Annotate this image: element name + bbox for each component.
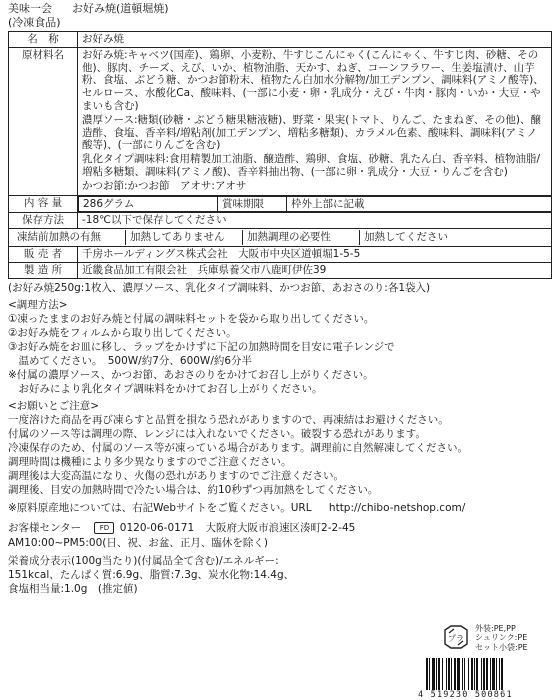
caution-line: 調理後、目安の加熱時間で冷たい場合は、約10秒ずつ再加熱をしてください。 [8, 483, 379, 496]
barcode-bar [438, 658, 440, 690]
barcode-bar [501, 658, 503, 690]
expiry-value: 枠外上部に記載 [291, 197, 365, 210]
content-expiry-cell [78, 196, 552, 213]
recycle-materials [475, 624, 528, 652]
barcode-bar [496, 658, 497, 690]
barcode-bar [429, 658, 430, 690]
ingredients-label: 原材料名 [9, 47, 78, 195]
barcode-bar [464, 658, 465, 690]
expiry-label: 賞味期限 [218, 197, 287, 212]
content-value: 286グラム [79, 197, 218, 212]
caution-line: 付属のソース等は調理の際、レンジには入れないでください。破裂する恐れがあります。 [8, 427, 426, 440]
recycle-line: 外装:PE,PP [475, 624, 516, 633]
barcode-bar [471, 658, 473, 690]
customer-center-row [8, 522, 552, 537]
origin-note-text: ※原料原産地については、右記Webサイトをご覧ください。URL [8, 501, 312, 514]
ingredients-toppings: かつお節:かつお節 アオサ:アオサ [82, 179, 247, 192]
barcode-bar [492, 658, 495, 690]
storage-value: -18℃以下で保存してください [78, 213, 552, 229]
heating-required-label: 加熱調理の必要性 [243, 230, 360, 245]
spec-row-heating [9, 229, 552, 247]
barcode-bar [446, 658, 447, 690]
customer-center [8, 522, 552, 552]
cooking-method-title: <調理方法> [8, 298, 68, 311]
barcode-bar [436, 658, 437, 690]
caution-line: 調理時間は機種により多少異なりますのでご注意ください。 [8, 455, 292, 468]
barcode-bar [490, 658, 491, 690]
website-url[interactable]: http://chibo-netshop.com/ [328, 501, 466, 514]
barcode-bar [483, 658, 485, 690]
maker-label: 製 造 所 [9, 262, 78, 278]
cooking-method-line: ①凍ったままのお好み焼と付属の調味料セットを袋から取り出してください。 [8, 312, 375, 325]
spec-row-ingredients [9, 47, 552, 195]
name-value: お好み焼 [78, 32, 552, 48]
barcode-bar [442, 658, 443, 690]
recycle-marking [441, 624, 551, 654]
barcode-digits: 4 519230 500861 [418, 689, 513, 700]
barcode-bar [499, 658, 500, 690]
name-label: 名 称 [9, 32, 78, 48]
nutrition-facts [8, 555, 552, 597]
cooking-method-line: お好みにより乳化タイプ調味料をかけてお召し上がりください。 [8, 382, 323, 395]
plastic-recycle-icon [441, 624, 471, 650]
spec-row-maker [9, 262, 552, 278]
recycle-line: シュリンク:PE [475, 633, 528, 643]
product-name: お好み焼(道頓堀焼) [72, 2, 169, 15]
business-hours: AM10:00~PM5:00(日、祝、お盆、正月、臨休を除く) [8, 536, 268, 549]
recycle-mark-label: プラ [448, 634, 464, 643]
ingredients-mayo: 乳化タイプ調味料:食用精製加工油脂、醸造酢、鶏卵、食塩、砂糖、乳たん白、香辛料、植物油脂/増粘多糖類、調味料(アミノ酸)、香辛料抽出物、(一部に卵・乳成分・大豆・りんごを含む) [82, 153, 541, 178]
recycle-line: セット小袋:PE [475, 642, 528, 652]
barcode-bar [476, 658, 478, 690]
nutrition-line: 151kcal、たんぱく質:6.9g、脂質:7.3g、炭水化物:14.4g、 [8, 568, 295, 581]
content-label: 内 容 量 [9, 195, 78, 213]
barcode-bar [481, 658, 482, 690]
maker-value: 近畿食品加工有限会社 兵庫県養父市八鹿町伊佐39 [78, 262, 552, 278]
seller-label: 販 売 者 [9, 246, 78, 262]
cooking-method-line: ③お好み焼をお皿に移し、ラップをかけずに下記の加熱時間を目安に電子レンジで [8, 340, 395, 353]
ingredients-value [78, 47, 552, 195]
freedial-icon [94, 522, 116, 534]
caution-line: 冷凍保存のため、付属のソース等が凍っている場合があります。調理前に自然解凍してください。 [8, 441, 469, 454]
nutrition-line: 栄養成分表示(100g当たり)(付属品全て含む)/エネルギー: [8, 554, 279, 567]
spec-row-storage [9, 213, 552, 229]
title-row [8, 2, 552, 16]
spec-row-name [9, 32, 552, 48]
heating-required-value: 加熱してください [364, 231, 448, 244]
heating-before-freeze-value: 加熱してありません [126, 230, 243, 245]
barcode-bar [448, 658, 450, 690]
barcode-bars [418, 658, 554, 690]
barcode-bar [432, 658, 435, 690]
spec-row-content [9, 195, 552, 213]
storage-label: 保存方法 [9, 213, 78, 229]
barcode-bar [468, 658, 469, 690]
barcode-bar [451, 658, 452, 690]
cooking-method-line: 温めてください。 500W/約7分、600W/約6分半 [8, 354, 253, 367]
barcode-bar [462, 658, 463, 690]
barcode-bar [486, 658, 488, 690]
ingredients-sauce: 濃厚ソース:糖類(砂糖・ぶどう糖果糖液糖)、野菜・果実(トマト、りんご、たまねぎ、その他)、醸造酢、食塩、香辛料/増粘剤(加工デンプン、増粘多糖類)、カラメル色素、酸味料、調味料(アミノ酸等)、(一部にりんごを含む) [82, 113, 542, 152]
spec-table [8, 31, 552, 279]
heating-before-freeze-label: 凍結前加熱の有無 [13, 230, 126, 245]
customer-center-address: 大阪府大阪市浪速区湊町2-2-45 [205, 521, 356, 534]
cooking-method-line: ※付属の濃厚ソース、かつお節、あおさのりをかけてお召し上がりください。 [8, 368, 374, 381]
ingredients-okonomiyaki: お好み焼:キャベツ(国産)、鶏卵、小麦粉、牛すじこんにゃく(こんにゃく、牛すじ肉、砂糖、その他)、豚肉、チーズ、えび、いか、植物油脂、天かす、ねぎ、コーンフラワー、生姜塩漬け、山芋粉、食塩、ぶどう糖、かつお節粉末、植物たん白加水分解物/加工デンプン、調味料(アミノ酸等)、セルロース、水酸化Ca、酸味料、(一部に小麦・卵・乳成分・えび・牛肉・豚肉・いか・大豆・やまいも含む) [82, 48, 544, 112]
package-contents-note: (お好み焼250g:1枚入、濃厚ソース、乳化タイプ調味料、かつお節、あおさのり:各1袋入) [8, 281, 431, 294]
caution-line: 調理後は大変高温になり、火傷の恐れがありますのでご注意ください。 [8, 469, 344, 482]
cautions [8, 400, 552, 498]
cautions-title: <お願いとご注意> [8, 399, 100, 412]
customer-center-label: お客様センター [8, 521, 82, 534]
barcode-bar [454, 658, 456, 690]
cooking-method-line: ②お好み焼をフィルムから取り出してください。 [8, 326, 237, 339]
food-category: (冷凍食品) [8, 16, 61, 29]
jan-barcode [418, 658, 554, 700]
freedial-icon-text: FD [94, 522, 114, 534]
barcode-bar [474, 658, 475, 690]
cooking-method [8, 299, 552, 397]
label-page [8, 2, 552, 597]
brand-name: 美味一会 [8, 2, 52, 15]
heating-cell [9, 229, 552, 247]
barcode-bar [426, 658, 428, 690]
phone-number: 0120-06-0171 [119, 521, 195, 534]
nutrition-line: 食塩相当量:1.0g (推定値) [8, 582, 138, 595]
seller-value: 千房ホールディングス株式会社 大阪市中央区道頓堀1-5-5 [78, 246, 552, 262]
caution-line: 一度溶けた商品を再び凍らすと品質を損なう恐れがありますので、再凍結はお避けください。 [8, 413, 449, 426]
spec-row-seller [9, 246, 552, 262]
barcode-bar [457, 658, 460, 690]
origin-note [8, 502, 552, 518]
